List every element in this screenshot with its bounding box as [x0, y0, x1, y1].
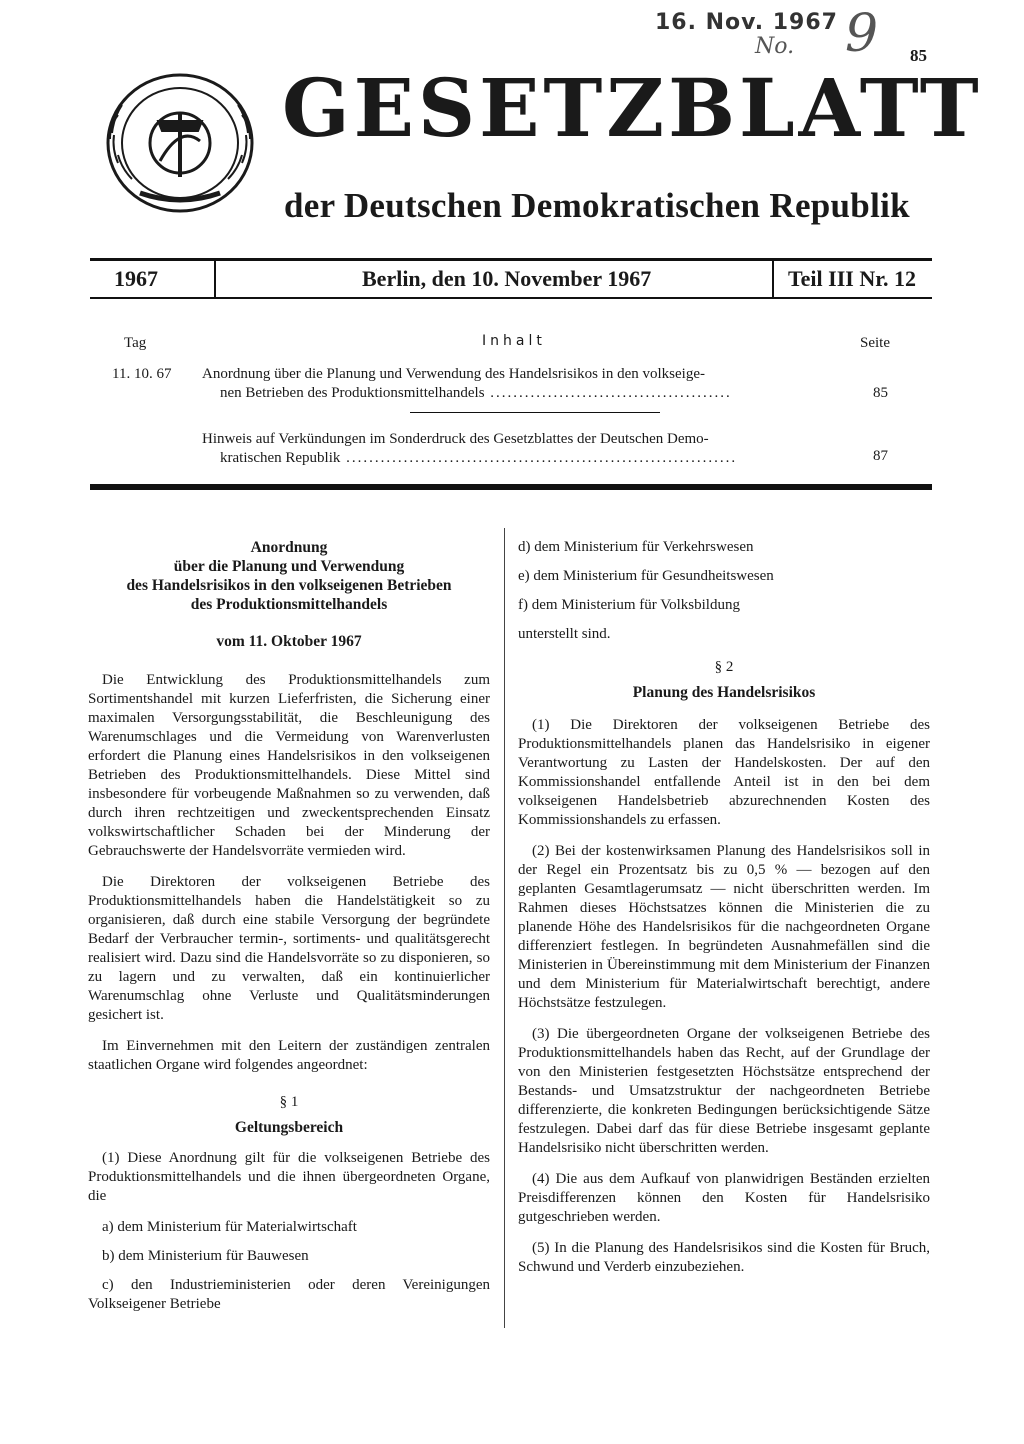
section-2-title: Planung des Handelsrisikos	[632, 684, 816, 701]
handwritten-note: No.	[755, 34, 795, 59]
list-item: c) den Industrieministerien oder deren Vereinigungen Volkseigener Betriebe	[88, 1277, 490, 1312]
section-2-paragraph: (5) In die Planung des Handelsrisikos sind die Kosten für Bruch, Schwund und Verderb einzubeziehen.	[518, 1240, 930, 1275]
list-item: f) dem Ministerium für Volksbildung	[518, 597, 740, 613]
toc-separator	[410, 412, 660, 413]
issue-bar-bottom-rule	[90, 297, 932, 299]
section-1-paragraph: (1) Diese Anordnung gilt für die volkseigenen Betriebe des Produktionsmittelhandels und die ihnen übergeordneten Organe, die	[88, 1150, 490, 1204]
ordinance-heading: Anordnung über die Planung und Verwendung des Handelsrisikos in den volkseigenen Betrieben des Produktionsmittelhandels	[126, 539, 452, 613]
issue-part-number: Teil III Nr. 12	[788, 266, 916, 291]
preamble-paragraph: Die Direktoren der volkseigenen Betriebe des Produktionsmittelhandels haben die Handelstätigkeit so zu organisieren, daß durch eine stabile Versorgung der begründete Bedarf der Verbraucher termin-, sortiments- und qualitätsgerecht realisiert wird. Dazu sind die Handelsvorräte so zu disponieren, so zu lagern und zu verwalten, daß ein kontinuierlicher Warenumschlag ohne Verluste und Qualitätsminderungen gesichert ist.	[88, 874, 490, 1023]
list-item: e) dem Ministerium für Gesundheitswesen	[518, 568, 774, 584]
toc-entry-title: Anordnung über die Planung und Verwendung des Handelsrisikos in den volkseige- nen Betrieben des Produktionsmittelhandels ..........................................	[202, 366, 732, 401]
issue-bar-divider	[214, 261, 216, 297]
toc-col-title: Inhalt	[482, 333, 546, 349]
right-column	[518, 538, 930, 1289]
ordinance-date: vom 11. Oktober 1967	[216, 633, 362, 650]
issue-bar-divider	[772, 261, 774, 297]
toc-entry-page: 87	[873, 448, 888, 464]
issue-place-date: Berlin, den 10. November 1967	[362, 266, 652, 291]
preamble-paragraph: Im Einvernehmen mit den Leitern der zuständigen zentralen staatlichen Organe wird folgendes angeordnet:	[88, 1038, 490, 1073]
toc-entry-title: Hinweis auf Verkündungen im Sonderdruck des Gesetzblattes der Deutschen Demo- kratischen Republik ....................................................................	[202, 431, 738, 466]
toc-col-day: Tag	[124, 335, 147, 351]
list-item: b) dem Ministerium für Bauwesen	[102, 1248, 309, 1264]
left-column	[88, 538, 490, 1324]
section-2-paragraph: (3) Die übergeordneten Organe der volkseigenen Betriebe des Produktionsmittelhandels haben das Recht, auf der Grundlage der von den Ministerien festgesetzten Höchstsätze entsprechend der Bestands- und Umsatzstruktur der nachgeordneten Betriebe differenzierte, die konkreten Bedingungen berücksichtigende Sätze festzulegen. Dabei darf das für diese Betriebe insgesamt geplante Handelsrisiko nicht überschritten werden.	[518, 1026, 930, 1156]
section-1-title: Geltungsbereich	[234, 1119, 344, 1136]
section-1-number: § 1	[279, 1094, 299, 1110]
masthead-subtitle: der Deutschen Demokratischen Republik	[284, 186, 910, 225]
issue-year: 1967	[114, 266, 158, 291]
toc-entry-day: 11. 10. 67	[112, 366, 172, 382]
handwritten-number: 9	[845, 4, 879, 64]
preamble-paragraph: Die Entwicklung des Produktionsmittelhandels zum Sortimentshandel mit kurzen Lieferfristen, die Sicherung einer maximalen Versorgungsstabilität, die Beschleunigung des Warenumschlages und die Vermeidung von Warenverlusten erfordert die Planung eines Handelsrisikos in den volkseigenen Betrieben des Produktionsmittelhandels. Diese Mittel sind insbesondere für vorbeugende Maßnahmen so zu verwenden, daß durch ihren rechtzeitigen und zweckentsprechenden Einsatz volkswirtschaftlicher Schaden bei der Minderung der Gebrauchswerte der Handelsvorräte vermieden wird.	[88, 672, 490, 859]
section-2-paragraph: (4) Die aus dem Aufkauf von planwidrigen Beständen erzielten Preisdifferenzen können den Kosten für Handelsrisiko gutgeschrieben werden.	[518, 1171, 930, 1225]
receipt-stamp-date: 16. Nov. 1967	[655, 10, 838, 35]
contents-bottom-rule	[90, 484, 932, 490]
list-item: a) dem Ministerium für Materialwirtschaft	[102, 1219, 357, 1235]
list-item: d) dem Ministerium für Verkehrswesen	[518, 539, 754, 555]
section-1-closing: unterstellt sind.	[518, 626, 611, 642]
section-2-paragraph: (2) Bei der kostenwirksamen Planung des Handelsrisikos soll in der Regel ein Prozentsatz bis zu 0,5 % — bezogen auf den geplanten Gesamtlagerumsatz — nicht überschritten werden. Im Rahmen dieses Höchstsatzes können die Ministerien die zu planende Höhe des Handelsrisikos für die nachgeordneten Organe differenziert festlegen. In begründeten Ausnahmefällen sind die Ministerien in Übereinstimmung mit dem Ministerium der Finanzen und dem Ministerium für Materialwirtschaft berechtigt, andere Höchstsätze festzulegen.	[518, 843, 930, 1011]
toc-entry-page: 85	[873, 385, 888, 401]
page-number: 85	[910, 46, 927, 65]
state-emblem-icon	[100, 65, 260, 215]
section-2-paragraph: (1) Die Direktoren der volkseigenen Betriebe des Produktionsmittelhandels planen das Handelsrisiko in eigener Verantwortung zu Lasten der Handelskosten. Der auf den Kommissionshandel entfallende Anteil ist in den bei dem volkseigenen Handelsbetrieb abzurechnenden Kosten des Kommissionshandels zu erfassen.	[518, 717, 930, 828]
column-divider	[504, 528, 505, 1328]
toc-col-page: Seite	[860, 335, 890, 351]
masthead-title: GESETZBLATT	[282, 61, 983, 155]
section-2-number: § 2	[714, 659, 734, 675]
issue-bar-top-rule	[90, 258, 932, 261]
